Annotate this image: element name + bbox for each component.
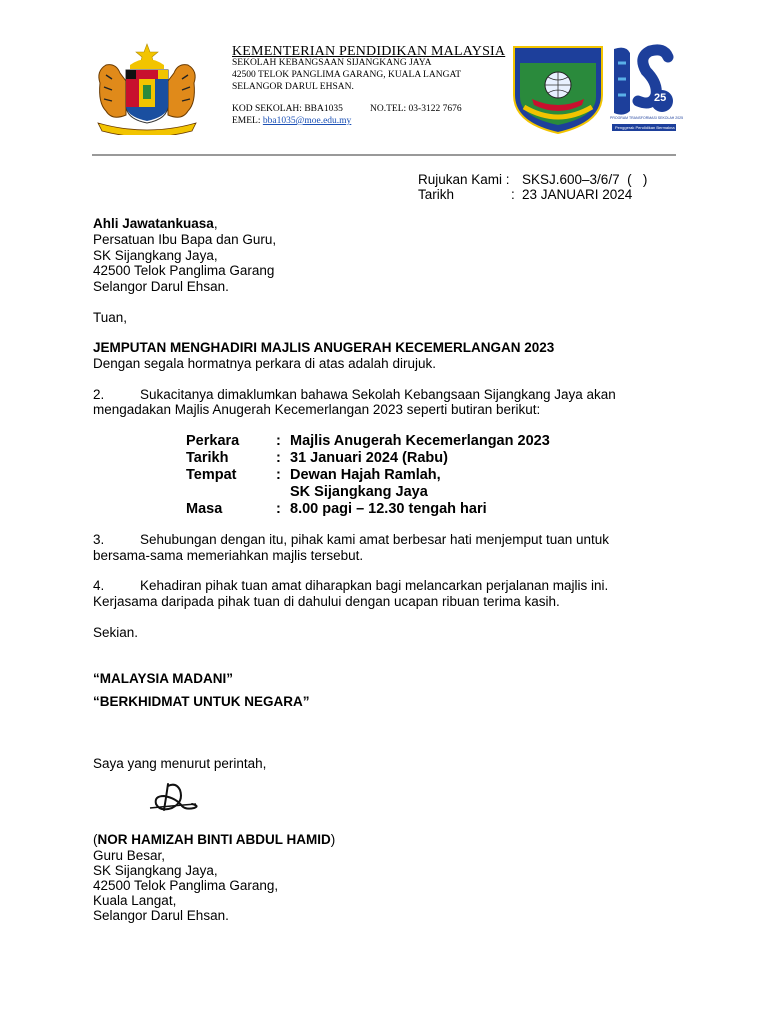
header-divider <box>92 154 676 156</box>
ts25-number: 25 <box>654 92 667 104</box>
ts25-caption2 <box>612 124 676 131</box>
signatory-name-line <box>93 832 335 848</box>
para2-line2: mengadakan Majlis Anugerah Kecemerlangan 2023 seperti butiran berikut: <box>93 402 541 417</box>
para3-number: 3. <box>93 532 105 547</box>
details-row <box>186 450 550 467</box>
details-row <box>186 501 550 518</box>
recipient-line1 <box>93 216 218 232</box>
school-email <box>232 116 351 127</box>
subject-heading: JEMPUTAN MENGHADIRI MAJLIS ANUGERAH KECEMERLANGAN 2023 <box>93 340 555 355</box>
signatory-line4: Kuala Langat, <box>93 893 177 908</box>
details-value: 31 Januari 2024 (Rabu) <box>290 450 448 466</box>
details-colon: : <box>276 467 281 483</box>
motto-malaysia-madani: “MALAYSIA MADANI” <box>93 671 234 686</box>
email-label: EMEL: <box>232 116 261 126</box>
phone-value: 03-3122 7676 <box>408 104 462 114</box>
school-address-line1: 42500 TELOK PANGLIMA GARANG, KUALA LANGAT <box>232 70 462 80</box>
para4-line2: Kerjasama daripada pihak tuan di dahului dengan ucapan ribuan terima kasih. <box>93 594 560 609</box>
recipient-committee: Ahli Jawatankuasa <box>93 216 214 231</box>
ministry-name: KEMENTERIAN PENDIDIKAN MALAYSIA <box>232 44 506 59</box>
signatory-name: NOR HAMIZAH BINTI ABDUL HAMID <box>97 832 331 847</box>
recipient-line2: Persatuan Ibu Bapa dan Guru, <box>93 232 277 247</box>
para3-line2: bersama-sama memeriahkan majlis tersebut. <box>93 548 364 563</box>
para4-number: 4. <box>93 578 105 593</box>
para2-line1: Sukacitanya dimaklumkan bahawa Sekolah Kebangsaan Sijangkang Jaya akan <box>140 387 616 402</box>
recipient-line5: Selangor Darul Ehsan. <box>93 279 229 294</box>
email-link[interactable]: bba1035@moe.edu.my <box>262 116 352 126</box>
salutation: Tuan, <box>93 310 128 325</box>
ts25-caption2-text: Penggerak Pendidikan Bermakna <box>615 125 675 130</box>
signatory-open-paren: ( <box>93 832 98 847</box>
details-label: Perkara <box>186 433 240 449</box>
malaysia-coat-of-arms-logo <box>92 43 202 135</box>
details-table <box>186 433 550 518</box>
ref-tarikh-label: Tarikh <box>418 187 455 202</box>
school-name: SEKOLAH KEBANGSAAN SIJANGKANG JAYA <box>232 58 432 68</box>
details-label: Tarikh <box>186 450 229 466</box>
ts25-logo <box>608 43 678 135</box>
details-colon: : <box>276 450 281 466</box>
ref-rujukan-value: SKSJ.600–3/6/7 ( ) <box>522 172 648 187</box>
school-phone <box>370 104 462 115</box>
signatory-line5: Selangor Darul Ehsan. <box>93 908 229 923</box>
order-line: Saya yang menurut perintah, <box>93 756 267 771</box>
signatory-line3: 42500 Telok Panglima Garang, <box>93 878 279 893</box>
ref-tarikh-value: 23 JANUARI 2024 <box>522 187 633 202</box>
details-colon: : <box>276 433 281 449</box>
para4-line1: Kehadiran pihak tuan amat diharapkan bagi melancarkan perjalanan majlis ini. <box>140 578 609 593</box>
details-label: Masa <box>186 501 223 517</box>
signatory-title: Guru Besar, <box>93 848 166 863</box>
school-badge-logo <box>510 43 606 135</box>
recipient-line3: SK Sijangkang Jaya, <box>93 248 218 263</box>
details-value: 8.00 pagi – 12.30 tengah hari <box>290 501 487 517</box>
recipient-line4: 42500 Telok Panglima Garang <box>93 263 275 278</box>
details-row <box>186 433 550 450</box>
signatory-close-paren: ) <box>330 832 336 847</box>
motto-berkhidmat: “BERKHIDMAT UNTUK NEGARA” <box>93 694 310 709</box>
phone-label: NO.TEL: <box>370 104 407 114</box>
school-code <box>232 104 343 115</box>
details-value: SK Sijangkang Jaya <box>290 484 428 500</box>
ref-rujukan-label: Rujukan Kami : <box>418 172 510 187</box>
details-row <box>186 467 550 484</box>
closing: Sekian. <box>93 625 139 640</box>
recipient-comma: , <box>213 216 218 231</box>
details-value: Dewan Hajah Ramlah, <box>290 467 441 483</box>
school-code-label: KOD SEKOLAH: <box>232 104 302 114</box>
details-label: Tempat <box>186 467 237 483</box>
signatory-line2: SK Sijangkang Jaya, <box>93 863 218 878</box>
school-code-value: BBA1035 <box>304 104 343 114</box>
para2-number: 2. <box>93 387 105 402</box>
details-value: Majlis Anugerah Kecemerlangan 2023 <box>290 433 550 449</box>
details-colon: : <box>276 501 281 517</box>
intro-line: Dengan segala hormatnya perkara di atas adalah dirujuk. <box>93 356 436 371</box>
ref-tarikh-colon: : <box>511 187 515 202</box>
details-row <box>186 484 550 501</box>
school-address-line2: SELANGOR DARUL EHSAN. <box>232 82 354 92</box>
ts25-caption1: PROGRAM TRANSFORMASI SEKOLAH 2025 <box>610 116 684 120</box>
para3-line1: Sehubungan dengan itu, pihak kami amat berbesar hati menjemput tuan untuk <box>140 532 610 547</box>
signature-image <box>146 776 206 820</box>
